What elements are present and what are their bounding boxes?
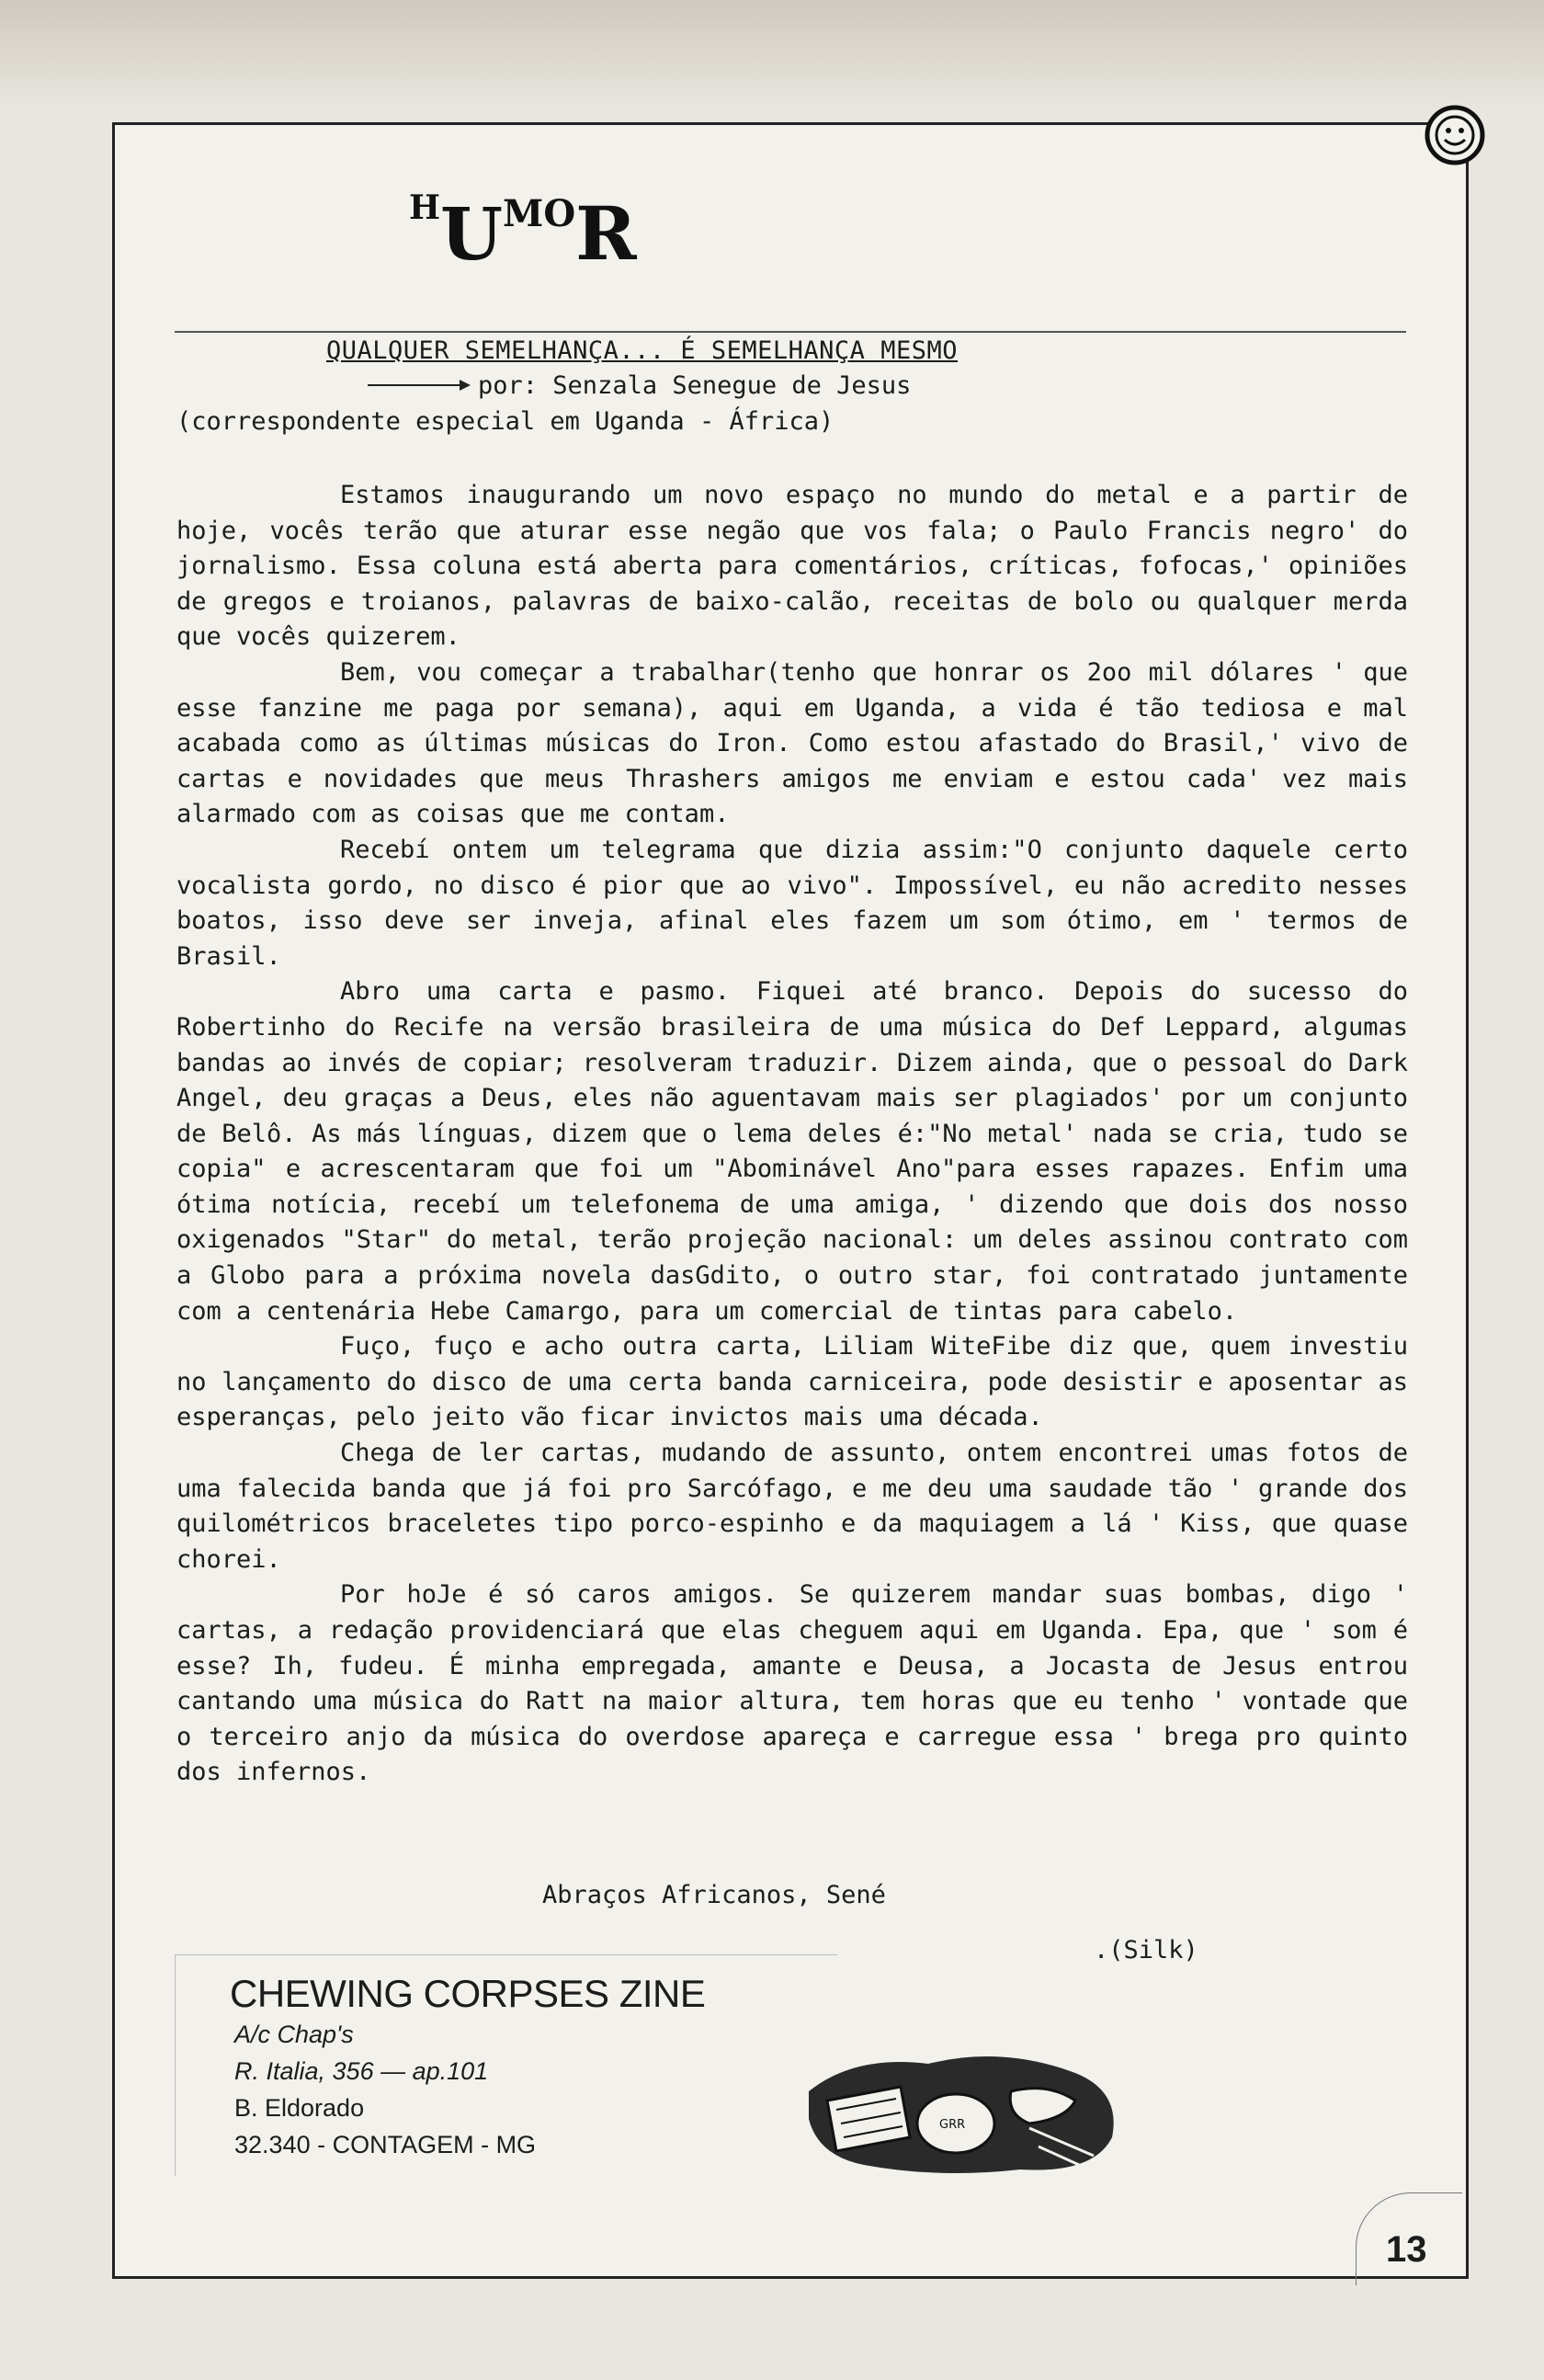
zine-name: CHEWING CORPSES ZINE — [230, 1972, 706, 2015]
title-letter: U — [440, 193, 504, 277]
zine-address-line: 32.340 - CONTAGEM - MG — [234, 2131, 537, 2158]
article-body — [176, 478, 1408, 1791]
article-headline: QUALQUER SEMELHANÇA... É SEMELHANÇA MESMO — [326, 336, 958, 365]
paragraph: Bem, vou começar a trabalhar(tenho que honrar os 2oo mil dólares ' que esse fanzine me paga por semana), aqui em Uganda, a vida é tão tediosa e mal acabada como as últimas músicas do Iron. Como estou afastado do Brasil,' vivo de cartas e novidades que meus Thrashers amigos me enviam e estou cada' vez mais alarmado com as coisas que me contam. — [176, 657, 1408, 829]
paper-shadow — [0, 0, 1544, 110]
signoff: Abraços Africanos, Sené — [542, 1881, 886, 1909]
title-letter: R — [575, 190, 637, 277]
zine-address-line: R. Italia, 356 — ap.101 — [234, 2057, 489, 2085]
cartoon-illustration — [800, 2036, 1130, 2183]
paragraph: Recebí ontem um telegrama que dizia assim:"O conjunto daquele certo vocalista gordo, no disco é pior que ao vivo". Impossível, eu não acredito nesses boatos, isso deve ser inveja, afinal eles fazem um som ótimo, em ' termos de Brasil. — [176, 835, 1408, 971]
arrow-icon — [368, 384, 469, 386]
credit: .(Silk) — [1094, 1936, 1198, 1964]
zine-address-line: A/c Chap's — [234, 2021, 354, 2048]
title-letter: H — [409, 188, 441, 227]
byline-author: Senzala Senegue de Jesus — [552, 371, 912, 400]
title-letter: O — [543, 192, 576, 235]
smiley-logo-icon — [1423, 103, 1487, 167]
page-number: 13 — [1386, 2229, 1427, 2270]
paragraph: Fuço, fuço e acho outra carta, Liliam WiteFibe diz que, quem investiu no lançamento do disco de uma certa banda carniceira, pode desistir e aposentar as esperanças, pelo jeito vão ficar invictos mais uma década. — [176, 1332, 1408, 1432]
byline-prefix: por: — [478, 371, 539, 400]
correspondent-note: (correspondente especial em Uganda - África) — [176, 407, 834, 436]
title-letter: M — [503, 192, 544, 235]
byline — [368, 371, 911, 400]
svg-text:GRR: GRR — [939, 2118, 966, 2132]
paragraph: Estamos inaugurando um novo espaço no mundo do metal e a partir de hoje, vocês terão que aturar esse negão que vos fala; o Paulo Francis negro' do jornalismo. Essa coluna está aberta para comentários, críticas, fofocas,' opiniões de gregos e troianos, palavras de baixo-calão, receitas de bolo ou qualquer merda que vocês quizerem. — [176, 481, 1408, 652]
paragraph: Por hoJe é só caros amigos. Se quizerem mandar suas bombas, digo ' cartas, a redação providenciará que elas cheguem aqui em Uganda. Epa, que ' som é esse? Ih, fudeu. É minha empregada, amante e Deusa, a Jocasta de Jesus entrou cantando uma música do Ratt na maior altura, tem horas que eu tenho ' vontade que o terceiro anjo da música do overdose apareça e carregue essa ' brega pro quinto dos infernos. — [176, 1580, 1408, 1787]
paragraph: Abro uma carta e pasmo. Fiquei até branco. Depois do sucesso do Robertinho do Recife na versão brasileira de uma música do Def Leppard, algumas bandas ao invés de copiar; resolveram traduzir. Dizem ainda, que o pessoal do Dark Angel, deu graças a Deus, eles não aguentavam mais ser plagiados' por um conjunto de Belô. As más línguas, dizem que o lema deles é:"No metal' nada se cria, tudo se copia" e acrescentaram que foi um "Abominável Ano"para esses rapazes. Enfim uma ótima notícia, recebí um telefonema de uma amiga, ' dizendo que dois dos nosso oxigenados "Star" do metal, terão projeção nacional: um deles assinou contrato com a Globo para a próxima novela dasGdito, o outro star, foi contratado juntamente com a centenária Hebe Camargo, para um comercial de tintas para cabelo. — [176, 977, 1408, 1326]
zine-address-line: B. Eldorado — [234, 2094, 365, 2122]
paragraph: Chega de ler cartas, mudando de assunto, ontem encontrei umas fotos de uma falecida banda que já foi pro Sarcófago, e me deu uma saudade tão ' grande dos quilométricos braceletes tipo porco-espinho e da maquiagem a lá ' Kiss, que quase chorei. — [176, 1439, 1408, 1574]
article-box — [175, 331, 1406, 333]
section-title-humor — [409, 188, 637, 277]
